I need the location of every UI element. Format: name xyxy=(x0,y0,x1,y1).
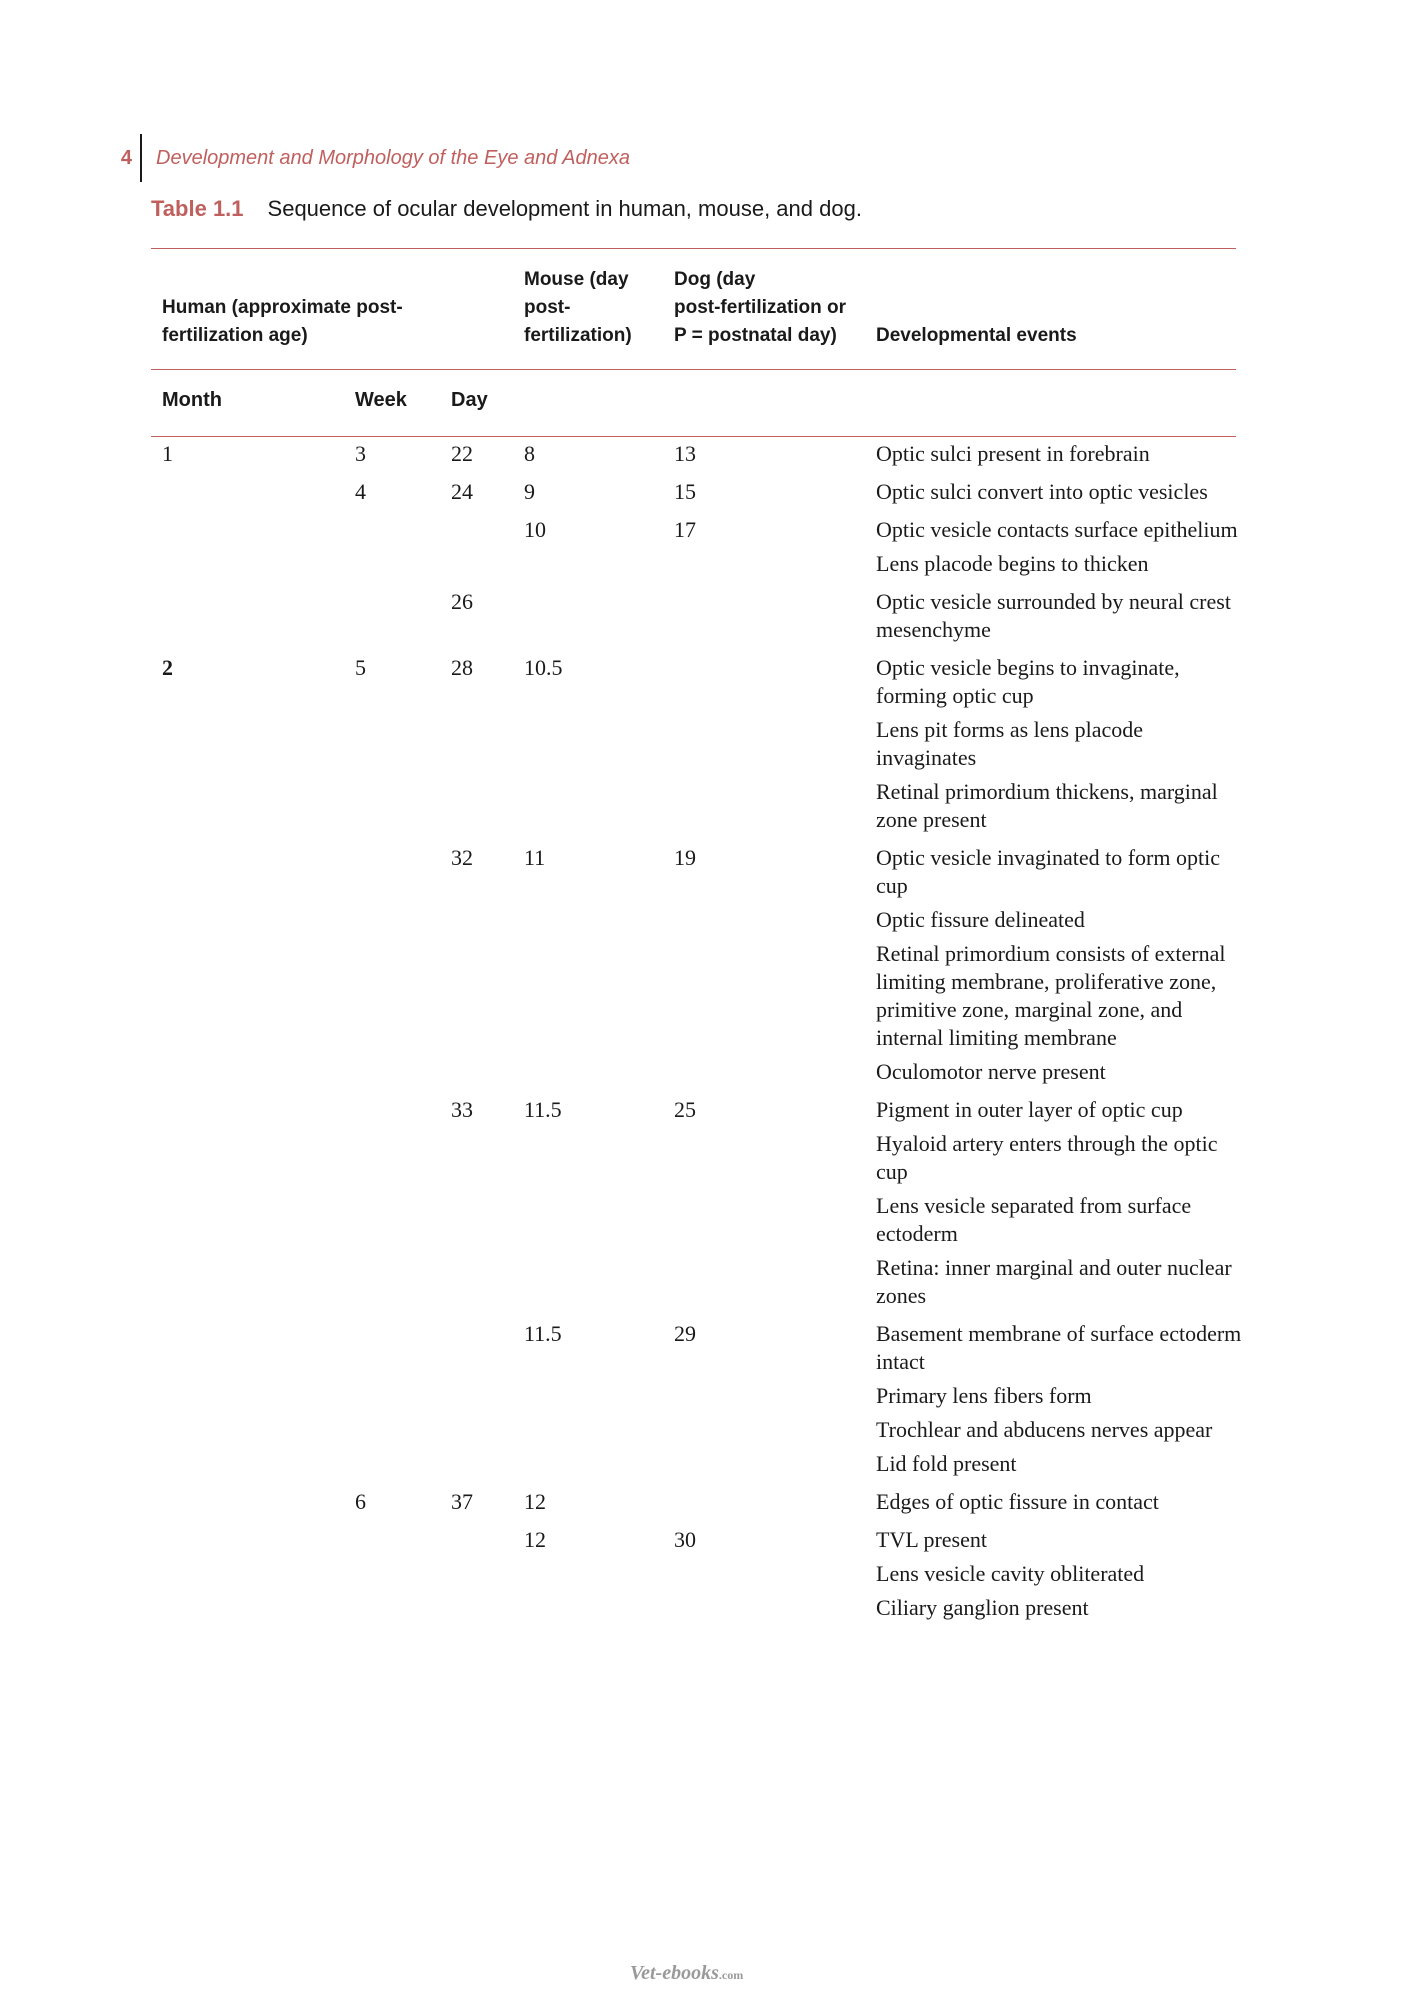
cell-day: 22 xyxy=(451,441,473,466)
page-number: 4 xyxy=(120,146,132,169)
event-text: Optic vesicle surrounded by neural crest mesenchyme xyxy=(876,589,1231,642)
cell-events xyxy=(876,478,1246,506)
cell-events xyxy=(876,844,1246,1086)
event-text: Optic sulci present in forebrain xyxy=(876,441,1150,466)
event-text: Primary lens fibers form xyxy=(876,1383,1092,1408)
event-text: Optic fissure delineated xyxy=(876,907,1085,932)
event-text: Lens pit forms as lens placode invaginates xyxy=(876,717,1143,770)
table-row xyxy=(0,844,1402,1086)
table-row xyxy=(0,1488,1402,1516)
event-text: Optic vesicle invaginated to form optic cup xyxy=(876,845,1220,898)
table-caption-text: Sequence of ocular development in human, mouse, and dog. xyxy=(267,196,862,221)
event-text: TVL present xyxy=(876,1527,987,1552)
cell-mouse: 10 xyxy=(524,517,546,542)
table-row xyxy=(0,1096,1402,1310)
event-text: Lid fold present xyxy=(876,1451,1017,1476)
cell-week: 5 xyxy=(355,655,366,680)
cell-events xyxy=(876,1488,1246,1516)
table-row xyxy=(0,440,1402,468)
cell-events xyxy=(876,588,1246,644)
event-text: Retinal primordium consists of external limiting membrane, proliferative zone, primitive zone, marginal zone, and internal limiting membrane xyxy=(876,941,1226,1050)
event-text: Optic vesicle contacts surface epithelium xyxy=(876,517,1238,542)
subheader-day: Day xyxy=(451,389,488,411)
cell-mouse: 9 xyxy=(524,479,535,504)
table-label: Table 1.1 xyxy=(151,196,244,221)
event-text: Lens placode begins to thicken xyxy=(876,551,1149,576)
event-text: Optic sulci convert into optic vesicles xyxy=(876,479,1208,504)
cell-day: 24 xyxy=(451,479,473,504)
event-text: Optic vesicle begins to invaginate, forming optic cup xyxy=(876,655,1180,708)
cell-week: 4 xyxy=(355,479,366,504)
watermark: Vet-ebooks.com xyxy=(630,1962,744,1984)
cell-week: 6 xyxy=(355,1489,366,1514)
running-head-divider xyxy=(140,134,142,182)
cell-mouse: 11.5 xyxy=(524,1321,562,1346)
event-text: Retina: inner marginal and outer nuclear zones xyxy=(876,1255,1232,1308)
table-body xyxy=(0,440,1402,1632)
header-rule xyxy=(151,369,1236,370)
event-text: Pigment in outer layer of optic cup xyxy=(876,1097,1183,1122)
table-row xyxy=(0,654,1402,834)
header-human: Human (approximate post- fertilization age) xyxy=(162,297,403,346)
event-text: Basement membrane of surface ectoderm intact xyxy=(876,1321,1242,1374)
cell-mouse: 8 xyxy=(524,441,535,466)
cell-day: 37 xyxy=(451,1489,473,1514)
cell-events xyxy=(876,654,1246,834)
cell-month: 1 xyxy=(162,441,173,466)
cell-day: 26 xyxy=(451,589,473,614)
cell-week: 3 xyxy=(355,441,366,466)
event-text: Retinal primordium thickens, marginal zone present xyxy=(876,779,1218,832)
cell-events xyxy=(876,516,1246,578)
subheader-rule xyxy=(151,436,1236,437)
cell-mouse: 12 xyxy=(524,1489,546,1514)
event-text: Lens vesicle cavity obliterated xyxy=(876,1561,1145,1586)
cell-dog: 30 xyxy=(674,1527,696,1552)
cell-day: 28 xyxy=(451,655,473,680)
event-text: Ciliary ganglion present xyxy=(876,1595,1089,1620)
event-text: Oculomotor nerve present xyxy=(876,1059,1106,1084)
event-text: Lens vesicle separated from surface ectoderm xyxy=(876,1193,1192,1246)
cell-dog: 15 xyxy=(674,479,696,504)
cell-dog: 29 xyxy=(674,1321,696,1346)
table-row xyxy=(0,516,1402,578)
cell-day: 32 xyxy=(451,845,473,870)
cell-dog: 19 xyxy=(674,845,696,870)
subheader-month: Month xyxy=(162,389,222,411)
table-row xyxy=(0,1320,1402,1478)
cell-mouse: 11 xyxy=(524,845,546,870)
table-caption xyxy=(151,196,862,222)
header-mouse: Mouse (day post- fertilization) xyxy=(524,269,632,346)
cell-mouse: 12 xyxy=(524,1527,546,1552)
cell-dog: 13 xyxy=(674,441,696,466)
event-text: Edges of optic fissure in contact xyxy=(876,1489,1159,1514)
cell-mouse: 11.5 xyxy=(524,1097,562,1122)
running-head xyxy=(110,134,630,182)
cell-day: 33 xyxy=(451,1097,473,1122)
event-text: Trochlear and abducens nerves appear xyxy=(876,1417,1213,1442)
cell-events xyxy=(876,440,1246,468)
table-row xyxy=(0,478,1402,506)
table-top-rule xyxy=(151,248,1236,249)
cell-events xyxy=(876,1526,1246,1622)
book-title: Development and Morphology of the Eye and Adnexa xyxy=(156,146,631,169)
cell-mouse: 10.5 xyxy=(524,655,563,680)
cell-dog: 17 xyxy=(674,517,696,542)
header-events: Developmental events xyxy=(876,325,1077,346)
cell-events xyxy=(876,1096,1246,1310)
table-row xyxy=(0,1526,1402,1622)
table-row xyxy=(0,588,1402,644)
header-dog: Dog (day post-fertilization or P = postnatal day) xyxy=(674,269,847,346)
subheader-week: Week xyxy=(355,389,407,411)
event-text: Hyaloid artery enters through the optic cup xyxy=(876,1131,1218,1184)
cell-month: 2 xyxy=(162,655,173,680)
cell-events xyxy=(876,1320,1246,1478)
cell-dog: 25 xyxy=(674,1097,696,1122)
